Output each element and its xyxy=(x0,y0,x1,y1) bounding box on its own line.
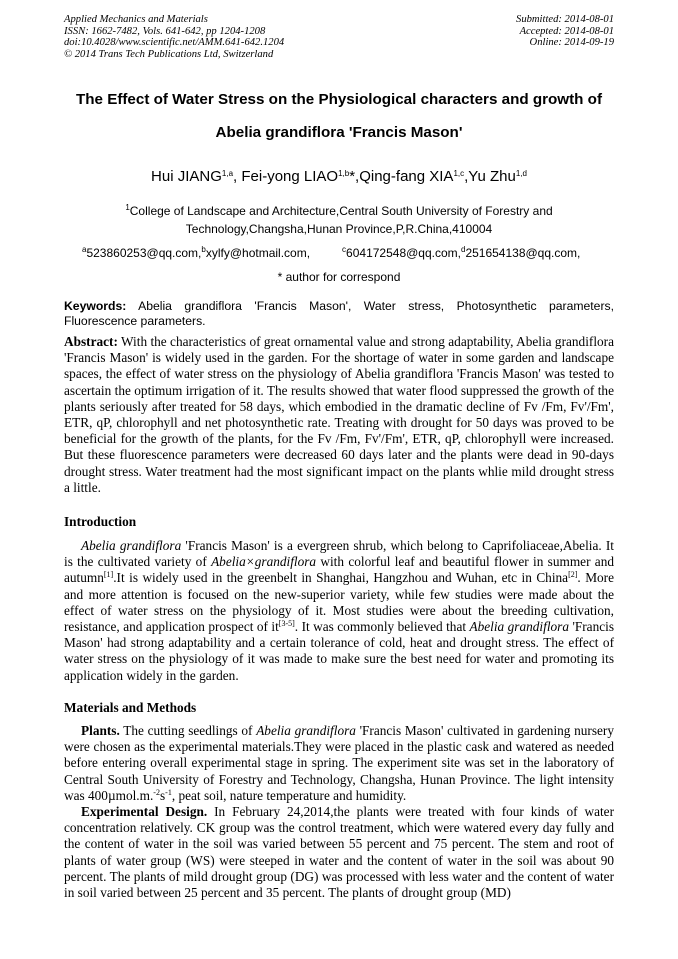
intro-text: .It is widely used in the greenbelt in Shanghai, Hangzhou and Wuhan, etc in China xyxy=(113,570,569,586)
intro-text: 'Francis Mason' is a evergreen shrub, which belong to Caprifoliaceae,Abelia. It is the cultivated variety of xyxy=(64,538,614,570)
affiliation-sup: 1 xyxy=(125,203,130,212)
methods-text: In February 24,2014,the plants were treated with four kinds of water concentration relatively. CK group was the control treatment, which were watered every day fully and the content of water in the soil was varied between 55 percent and 75 percent. The stem and root of plants of water group (WS) were steeped in water and the content of water in the soil was about 90 percent. The plants of mild drought group (DG) was processed with less water and the content of water in soil varied between 25 percent and 35 percent. The plants of drought group (MD) xyxy=(64,804,614,901)
abstract xyxy=(64,334,614,496)
correspond-note: * author for correspond xyxy=(277,270,401,284)
species-name: Abelia grandiflora xyxy=(256,723,356,738)
author-name: Hui JIANG xyxy=(151,168,222,185)
author-sup: 1,d xyxy=(515,169,527,178)
species-name: Abelia grandiflora xyxy=(469,619,569,635)
citation: [3-5] xyxy=(278,619,295,629)
author-name: , Fei-yong LIAO xyxy=(233,168,339,185)
intro-heading: Introduction xyxy=(64,514,137,529)
email-sup: b xyxy=(201,245,206,254)
dates-info xyxy=(516,14,614,49)
affiliation-line1 xyxy=(40,204,638,218)
design-label: Experimental Design. xyxy=(81,804,208,820)
species-name: Abelia×grandiflora xyxy=(211,554,317,570)
unit-exponent: -2 xyxy=(153,787,160,797)
intro-text: . It was commonly believed that xyxy=(294,619,470,635)
unit-exponent: -1 xyxy=(165,787,172,797)
journal-name: Applied Mechanics and Materials xyxy=(64,14,208,25)
methods-text: s xyxy=(159,787,166,803)
methods-paragraph xyxy=(64,723,614,901)
email-a: 523860253@qq.com, xyxy=(86,246,202,260)
submitted-date: Submitted: 2014-08-01 xyxy=(516,14,614,25)
abstract-label: Abstract: xyxy=(64,334,118,349)
email-c: 604172548@qq.com, xyxy=(346,246,461,260)
affiliation-line2: Technology,Changsha,Hunan Province,P,R.China,410004 xyxy=(185,222,493,236)
author-sup: 1,b xyxy=(338,169,350,178)
author-name: Qing-fang XIA xyxy=(359,168,454,185)
email-sup: d xyxy=(460,245,466,254)
email-sup: c xyxy=(342,245,347,254)
email-list xyxy=(82,246,602,260)
keywords xyxy=(64,299,614,328)
author-sup: 1,a xyxy=(221,169,234,178)
intro-paragraph xyxy=(64,538,614,684)
author-list xyxy=(40,168,638,185)
methods-text: , peat soil, nature temperature and humidity. xyxy=(171,787,407,803)
journal-info xyxy=(64,14,284,60)
intro-text: 'Francis Mason' had strong adaptability and a certain tolerance of cold, heat and drought stress. The effect of water stress on the physiology of it was made to make sure the best need for water and promoting its application widely in the garden. xyxy=(64,619,614,683)
intro-text: . More and more attention is focused on the new-superior variety, while few studies were made about the effect of water stress on the physiology of it. Most studies were about the breeding cultivation, resistance, and application prospect of it xyxy=(64,570,615,635)
paper-title-line2: Abelia grandiflora 'Francis Mason' xyxy=(215,124,463,141)
plants-label: Plants. xyxy=(81,723,120,738)
email-sup: a xyxy=(82,245,87,254)
citation: [1] xyxy=(103,570,114,580)
email-d: 251654138@qq.com, xyxy=(465,246,581,260)
email-b: xylfy@hotmail.com, xyxy=(205,246,311,260)
paper-title-line1: The Effect of Water Stress on the Physiological characters and growth of xyxy=(75,91,603,108)
corresponding-mark: *, xyxy=(349,168,360,185)
citation: [2] xyxy=(568,570,578,580)
methods-heading: Materials and Methods xyxy=(64,700,197,715)
doi-line: doi:10.4028/www.scientific.net/AMM.641-642.1204 xyxy=(64,37,285,49)
intro-text: with colorful leaf and beautiful flower in summer and autumn xyxy=(64,554,615,586)
accepted-date: Accepted: 2014-08-01 xyxy=(519,25,614,37)
abstract-text: With the characteristics of great ornamental value and strong adaptability, Abelia grandiflora 'Francis Mason' is widely used in the garden. For the shortage of water in some garden and landscape spaces, the effect of water stress on the physiology of Abelia grandiflora 'Francis Mason' was tested to ascertain the optimum irrigation of it. The results showed that water flood suppressed the growth of the plants seriously after treated for 58 days, which embodied in the dramatic decline of Fv /Fm, Fv'/Fm', ETR, qP, chlorophyll and net photosynthetic rate. Treating with drought for 50 days was proved to be beneficial for the growth of the plants, for the Fv /Fm, Fv'/Fm', ETR, qP, chlorophyll were increased. But these fluorescence parameters were decreased 60 days later and the plants were dead in 90-days drought stress. Water treatment had the most significant impact on the plants whlie mild drought stress a little. xyxy=(64,334,614,495)
species-name: Abelia grandiflora xyxy=(81,538,182,553)
affiliation-text1: College of Landscape and Architecture,Central South University of Forestry and xyxy=(129,204,553,218)
methods-text: The cutting seedlings of xyxy=(119,723,257,738)
copyright-line: © 2014 Trans Tech Publications Ltd, Switzerland xyxy=(64,48,274,60)
methods-text: 'Francis Mason' cultivated in gardening nursery were chosen as the experimental materials.They were placed in the plastic cask and watered as needed before entering overall experimental stage in spring. The experiment site was set in the laboratory of Central South University of Forestry and Technology, Changsha, Hunan Province. The light intensity was 400µmol.m. xyxy=(64,723,615,803)
author-sup: 1,c xyxy=(453,169,465,178)
issn-line: ISSN: 1662-7482, Vols. 641-642, pp 1204-1208 xyxy=(64,25,266,37)
keywords-label: Keywords: xyxy=(64,299,127,313)
keywords-text: Abelia grandiflora 'Francis Mason', Water stress, Photosynthetic parameters, Fluorescence parameters. xyxy=(64,299,614,328)
online-date: Online: 2014-09-19 xyxy=(529,37,614,49)
author-name: ,Yu Zhu xyxy=(464,168,516,185)
